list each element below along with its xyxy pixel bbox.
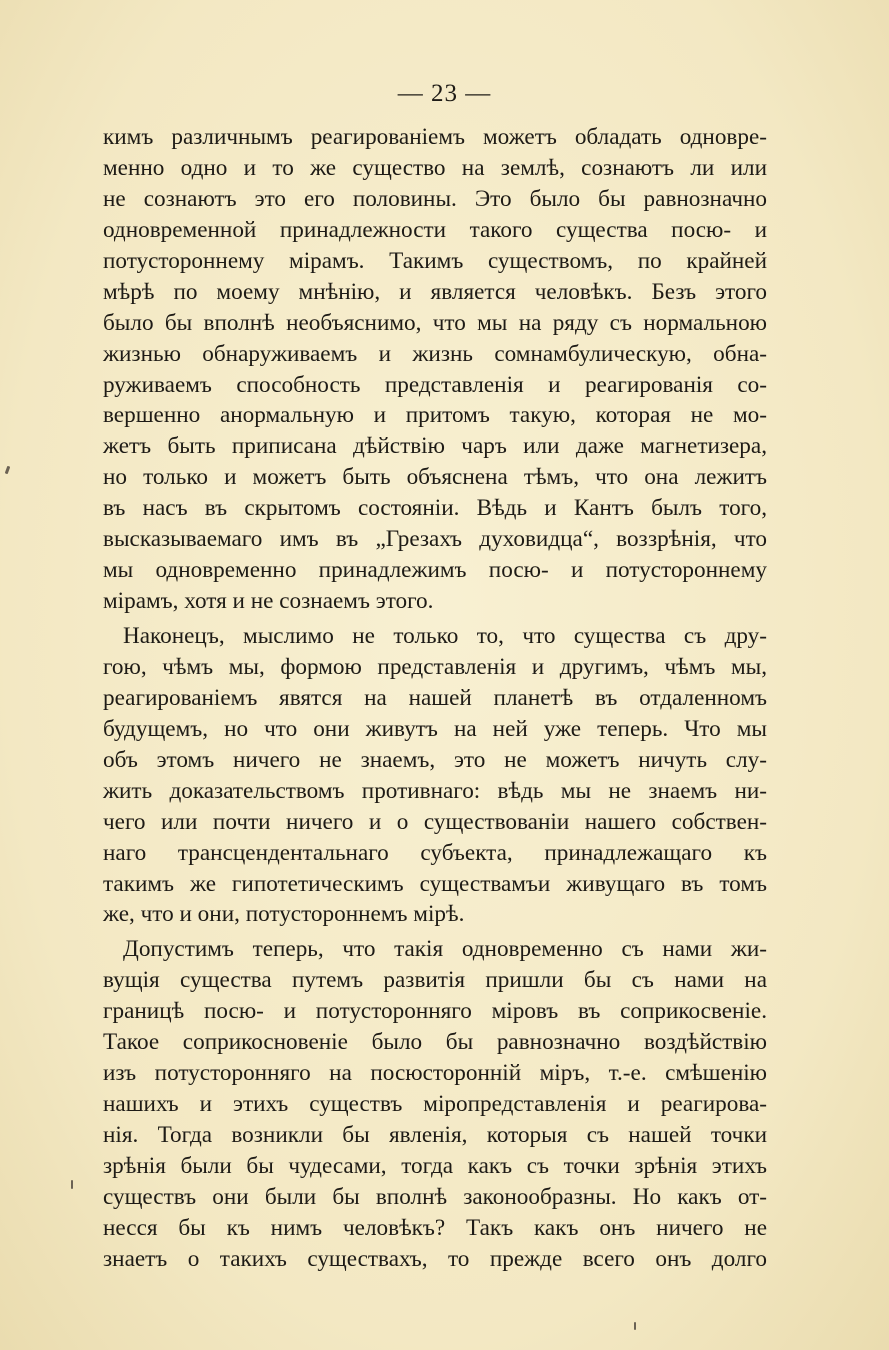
text-line: менно одно и то же существо на землѣ, сознаютъ ли или [103, 154, 767, 181]
text-line: не сознаютъ это его половины. Это было бы равнозначно [103, 185, 767, 212]
text-line: будущемъ, но что они живутъ на ней уже теперь. Что мы [103, 715, 767, 742]
text-line: потустороннему мірамъ. Такимъ существомъ, по крайней [103, 247, 767, 274]
text-line: существъ они были бы вполнѣ законообразны. Но какъ от- [103, 1183, 767, 1210]
text-line: жетъ быть приписана дѣйствію чаръ или даже магнетизера, [103, 433, 767, 460]
text-line: жизнью обнаруживаемъ и жизнь сомнамбулическую, обна- [103, 340, 767, 367]
body-text [103, 122, 767, 1275]
text-line: нашихъ и этихъ существъ міропредставленія и реагирова- [103, 1091, 767, 1118]
text-line: границѣ посю- и потусторонняго міровъ въ соприкосвеніе. [103, 998, 767, 1025]
text-line: вершенно анормальную и притомъ такую, которая не мо- [103, 402, 767, 429]
text-line: объ этомъ ничего не знаемъ, это не можетъ ничуть слу- [103, 746, 767, 773]
paragraph-3 [103, 934, 767, 1274]
text-line: мѣрѣ по моему мнѣнію, и является человѣкъ. Безъ этого [103, 278, 767, 305]
text-line: чего или почти ничего и о существованіи нашего собствен- [103, 808, 767, 835]
text-line: кимъ различнымъ реагированіемъ можетъ обладать одновре- [103, 124, 767, 150]
page-number: — 23 — [397, 80, 492, 107]
text-line: наго трансцендентальнаго субъекта, принадлежащаго къ [103, 839, 767, 866]
text-line: нія. Тогда возникли бы явленія, которыя съ нашей точки [103, 1122, 767, 1148]
text-line: гою, чѣмъ мы, формою представленія и другимъ, чѣмъ мы, [103, 653, 767, 680]
text-line: Допустимъ теперь, что такія одновременно съ нами жи- [123, 936, 767, 963]
text-line: несся бы къ нимъ человѣкъ? Такъ какъ онъ ничего не [103, 1214, 767, 1241]
text-line: руживаемъ способность представленія и реагированія со- [103, 371, 767, 398]
text-line: одновременной принадлежности такого существа посю- и [103, 216, 767, 243]
paragraph-1 [103, 122, 767, 617]
text-line: зрѣнія были бы чудесами, тогда какъ съ точки зрѣнія этихъ [103, 1152, 767, 1179]
text-line: жить доказательствомъ противнаго: вѣдь мы не знаемъ ни- [103, 777, 767, 804]
scan-speck [71, 1180, 73, 1189]
text-line: Такое соприкосновеніе было бы равнозначно воздѣйствію [103, 1029, 767, 1056]
scan-speck [5, 466, 11, 475]
text-line: такимъ же гипотетическимъ существамъи живущаго въ томъ [103, 870, 767, 897]
text-line: мы одновременно принадлежимъ посю- и потустороннему [103, 557, 767, 584]
text-line: вущія существа путемъ развитія пришли бы съ нами на [103, 967, 767, 994]
text-line: реагированіемъ явятся на нашей планетѣ въ отдаленномъ [103, 684, 767, 711]
text-line: но только и можетъ быть объяснена тѣмъ, что она лежитъ [103, 464, 767, 491]
text-line: мірамъ, хотя и не сознаемъ этого. [103, 588, 434, 615]
text-line: знаетъ о такихъ существахъ, то прежде всего онъ долго [103, 1245, 767, 1272]
text-line: же, что и они, потустороннемъ мірѣ. [103, 901, 465, 928]
text-line: было бы вполнѣ необъяснимо, что мы на ряду съ нормальною [103, 309, 767, 336]
text-line: въ насъ въ скрытомъ состояніи. Вѣдь и Кантъ былъ того, [103, 495, 767, 522]
scan-speck [634, 1322, 636, 1330]
text-line: изъ потусторонняго на посюсторонній міръ, т.-е. смѣшенію [103, 1060, 767, 1087]
text-line: Наконецъ, мыслимо не только то, что существа съ дру- [123, 623, 767, 649]
paragraph-2 [103, 621, 767, 930]
text-line: высказываемаго имъ въ „Грезахъ духовидца“, воззрѣнія, что [103, 526, 767, 553]
